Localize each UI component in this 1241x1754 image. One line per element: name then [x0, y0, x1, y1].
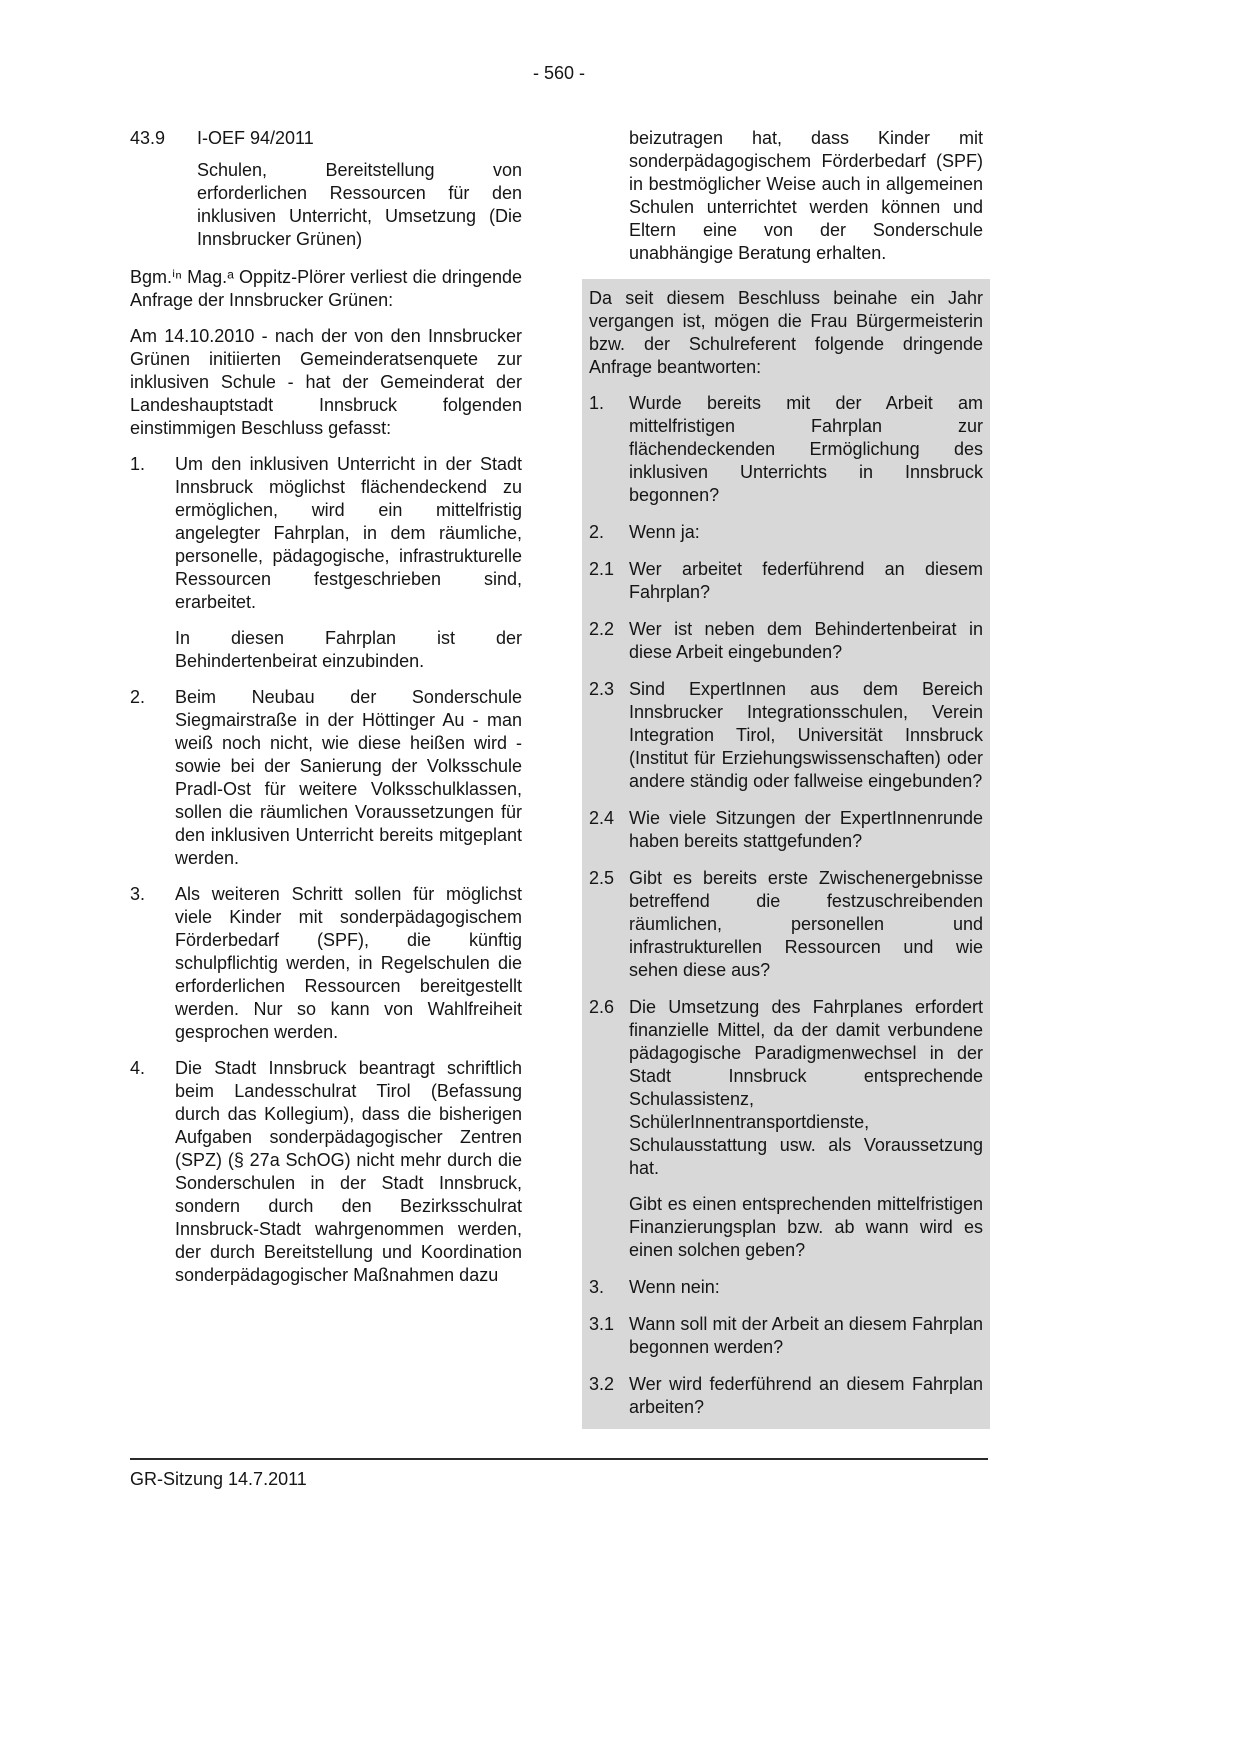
inquiry-item-2-4: [589, 807, 983, 853]
item-text: Wurde bereits mit der Arbeit am mittelfristigen Fahrplan zur flächendeckenden Ermöglichung des inklusiven Unterrichts in Innsbruck begonnen?: [629, 393, 983, 505]
item-body: [175, 1057, 522, 1287]
item-text: Wann soll mit der Arbeit an diesem Fahrplan begonnen werden?: [629, 1314, 983, 1357]
item-text: Wer arbeitet federführend an diesem Fahrplan?: [629, 559, 983, 602]
inquiry-item-1: [589, 392, 983, 507]
item-body: [629, 1313, 983, 1359]
item-text: Die Stadt Innsbruck beantragt schriftlich beim Landesschulrat Tirol (Befassung durch das Kollegium), dass die bisherigen Aufgaben sonderpädagogischer Zentren (SPZ) (§ 27a SchOG) nicht mehr durch die Sonderschulen in der Stadt Innsbruck, sondern durch den Bezirksschulrat Innsbruck-Stadt wahrgenommen werden, der durch Bereitstellung und Koordination sonderpädagogischer Maßnahmen dazu: [175, 1058, 522, 1285]
item-text: Die Umsetzung des Fahrplanes erfordert finanzielle Mittel, da der damit verbundene pädagogische Paradigmenwechsel in der Stadt Innsbruck entsprechende Schulassistenz, SchülerInnentransportdienste, Schulausstattung usw. als Voraussetzung hat.: [629, 997, 983, 1178]
item-text: Als weiteren Schritt sollen für möglichst viele Kinder mit sonderpädagogischem Förderbedarf (SPF), die künftig schulpflichtig werden, in Regelschulen die erforderlichen Ressourcen bereitgestellt werden. Nur so kann von Wahlfreiheit gesprochen werden.: [175, 884, 522, 1042]
inquiry-item-2-6: [589, 996, 983, 1262]
inquiry-item-3-1: [589, 1313, 983, 1359]
item-number: 2.2: [589, 619, 615, 639]
item-body: [629, 618, 983, 664]
item-number: 3.2: [589, 1374, 615, 1394]
right-column: [589, 127, 983, 1429]
item-number: 3.1: [589, 1314, 615, 1334]
item-body: [175, 883, 522, 1044]
item-number: 1.: [130, 454, 146, 474]
item-body: [629, 867, 983, 982]
item-number: 3.: [130, 884, 146, 904]
item-body: [629, 558, 983, 604]
page-number: - 560 -: [532, 63, 586, 83]
item-number: 2.3: [589, 679, 615, 699]
agenda-heading: [130, 127, 522, 150]
inquiry-item-2-3: [589, 678, 983, 793]
inquiry-preamble: Da seit diesem Beschluss beinahe ein Jahr vergangen ist, mögen die Frau Bürgermeisterin bzw. der Schulreferent folgende dringende Anfrage beantworten:: [589, 288, 983, 377]
item-text: Wer wird federführend an diesem Fahrplan arbeiten?: [629, 1374, 983, 1417]
item-number: 2.: [589, 522, 605, 542]
resolution-item-4: [130, 1057, 522, 1287]
item-body: [629, 392, 983, 507]
item-body: [629, 807, 983, 853]
page-footer: [130, 1458, 988, 1491]
item-number: 3.: [589, 1277, 605, 1297]
speaker-paragraph: Bgm.ⁱⁿ Mag.ᵃ Oppitz-Plörer verliest die dringende Anfrage der Innsbrucker Grünen:: [130, 267, 522, 310]
item-body: [629, 1276, 983, 1299]
item-text: Beim Neubau der Sonderschule Siegmairstraße in der Höttinger Au - man weiß noch nicht, wie diese heißen wird - sowie bei der Sanierung der Volksschule Pradl-Ost für weitere Volksschulklassen, sollen die räumlichen Voraussetzungen für den inklusiven Unterricht bereits mitgeplant werden.: [175, 687, 522, 868]
agenda-item-title: Schulen, Bereitstellung von erforderlichen Ressourcen für den inklusiven Unterricht, Umsetzung (Die Innsbrucker Grünen): [197, 160, 522, 249]
item-body: [175, 453, 522, 673]
item-text: Wie viele Sitzungen der ExpertInnenrunde haben bereits stattgefunden?: [629, 808, 983, 851]
item-number: 2.6: [589, 997, 615, 1017]
resolution-item-3: [130, 883, 522, 1044]
item-number: 2.5: [589, 868, 615, 888]
item-number: 1.: [589, 393, 605, 413]
item-text: Sind ExpertInnen aus dem Bereich Innsbrucker Integrationsschulen, Verein Integration Tirol, Universität Innsbruck (Institut für Erziehungswissenschaften) oder andere ständig oder fallweise eingebunden?: [629, 679, 983, 791]
item-body: [629, 996, 983, 1262]
resolution-item-2: [130, 686, 522, 870]
item-subparagraph: Gibt es einen entsprechenden mittelfristigen Finanzierungsplan bzw. ab wann wird es einen solchen geben?: [629, 1194, 983, 1260]
inquiry-item-2-5: [589, 867, 983, 982]
item-subparagraph: In diesen Fahrplan ist der Behindertenbeirat einzubinden.: [175, 628, 522, 671]
item-text: Wenn ja:: [629, 522, 700, 542]
footer-session-label: GR-Sitzung 14.7.2011: [130, 1469, 307, 1489]
item-number: 2.4: [589, 808, 615, 828]
item-body: [629, 678, 983, 793]
inquiry-item-2-2: [589, 618, 983, 664]
item-text: Gibt es bereits erste Zwischenergebnisse betreffend die festzuschreibenden räumlichen, personellen und infrastrukturellen Ressourcen und wie sehen diese aus?: [629, 868, 983, 980]
inquiry-item-2-1: [589, 558, 983, 604]
left-column: [130, 127, 522, 1300]
item-body: [629, 521, 983, 544]
item-body: [175, 686, 522, 870]
item-text: Wer ist neben dem Behindertenbeirat in diese Arbeit eingebunden?: [629, 619, 983, 662]
resolution-item-1: [130, 453, 522, 673]
item-text: Wenn nein:: [629, 1277, 720, 1297]
item-number: 2.1: [589, 559, 615, 579]
item-text: Um den inklusiven Unterricht in der Stadt Innsbruck möglichst flächendeckend zu ermöglichen, wird ein mittelfristig angelegter Fahrplan, in dem räumliche, personelle, pädagogische, infrastrukturelle Ressourcen festgeschrieben sind, erarbeitet.: [175, 454, 522, 612]
continuation-paragraph: beizutragen hat, dass Kinder mit sonderpädagogischem Förderbedarf (SPF) in bestmöglicher Weise auch in allgemeinen Schulen unterrichtet werden können und Eltern eine von der Sonderschule unabhängige Beratung erhalten.: [629, 128, 983, 263]
inquiry-item-2: [589, 521, 983, 544]
item-number: 2.: [130, 687, 146, 707]
item-number: 4.: [130, 1058, 146, 1078]
inquiry-highlight: [582, 279, 990, 1429]
agenda-item-number: 43.9: [130, 128, 166, 148]
item-body: [629, 1373, 983, 1419]
inquiry-item-3-2: [589, 1373, 983, 1419]
preamble-paragraph: Am 14.10.2010 - nach der von den Innsbrucker Grünen initiierten Gemeinderatsenquete zur inklusiven Schule - hat der Gemeinderat der Landeshauptstadt Innsbruck folgenden einstimmigen Beschluss gefasst:: [130, 326, 522, 438]
inquiry-item-3: [589, 1276, 983, 1299]
agenda-item-reference: I-OEF 94/2011: [197, 128, 314, 148]
